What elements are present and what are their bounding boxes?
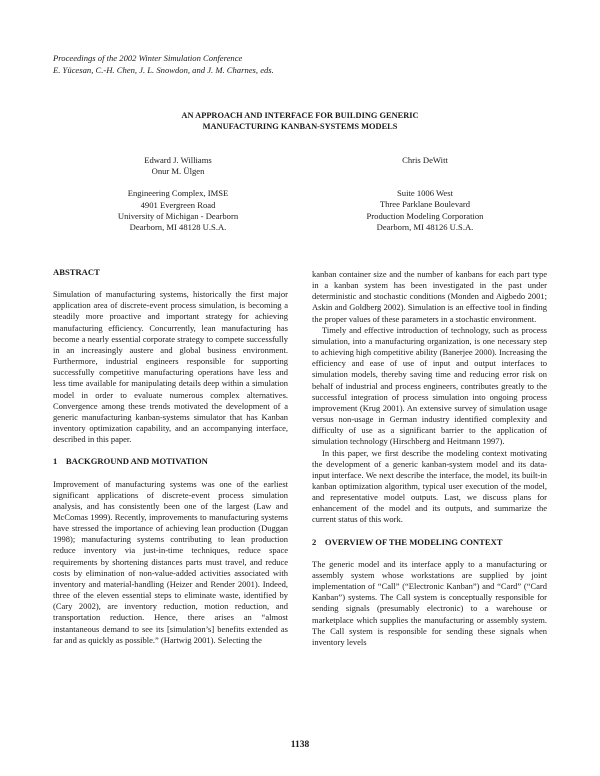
author-name: Onur M. Ülgen <box>151 166 205 177</box>
section-2-paragraph: The generic model and its interface apply to a manufacturing or assembly system whose workstations are supplied by joint implementation of “Call” (“Electronic Kanban”) and “Card” (“Card Kanban”) systems. The Call system is conceptually responsible for sending signals (presumably electronic) to a warehouse or marketplace which supplies the manufacturing or assembly system. The Call system is responsible for sending these signals when inventory levels <box>312 558 547 647</box>
author-affiliation: Suite 1006 West <box>397 188 453 199</box>
paper-title <box>60 110 540 132</box>
proceedings-header <box>53 52 274 76</box>
author-affiliation: Dearborn, MI 48126 U.S.A. <box>376 221 474 232</box>
section-1-paragraph: In this paper, we first describe the modeling context motivating the development of a generic kanban-system model and its data-input interface. We next describe the interface, the model, its built-in kanban optimization algorithm, typical user execution of the model, and representative model outputs. Last, we discuss plans for enhancement of the model and its outputs, and summarize the current status of this work. <box>312 447 547 525</box>
author-block-1 <box>68 155 288 233</box>
section-1-paragraph-continued: kanban container size and the number of kanbans for each part type in a kanban system has been investigated in the past under deterministic and stochastic conditions (Monden and Aigbedo 2001; Askin and Goldberg 2002). Simulation is an effective tool in finding the proper values of these parameters in a stochastic environment. <box>312 269 547 324</box>
author-affiliation: Production Modeling Corporation <box>366 210 484 221</box>
author-affiliation: Engineering Complex, IMSE <box>127 188 229 199</box>
page-number: 1138 <box>290 740 310 750</box>
section-1-heading: 1 BACKGROUND AND MOTIVATION <box>53 456 208 467</box>
author-name: Edward J. Williams <box>144 155 212 165</box>
author-affiliation: Three Parklane Boulevard <box>379 199 471 210</box>
section-2-heading: 2 OVERVIEW OF THE MODELING CONTEXT <box>312 536 503 547</box>
proceedings-line-1: Proceedings of the 2002 Winter Simulation Conference <box>53 53 243 63</box>
left-column <box>53 267 288 646</box>
abstract-text: Simulation of manufacturing systems, historically the first major application area of discrete-event process simulation, is becoming a steadily more proactive and important strategy for achieving manufacturing efficiency. Concurrently, lean manufacturing has become a nearly essential corporate strategy to compete successfully in an increasingly austere and global business environment. Furthermore, industrial engineers responsible for supporting successfully competitive manufacturing operations have less and less time available for manipulating details deep within a simulation model in order to evaluate numerous complex alternatives. Convergence among these trends motivated the development of a generic manufacturing kanban-systems simulator that has Kanban inventory optimization capability, and an accompanying interface, described in this paper. <box>53 289 288 445</box>
author-affiliation: University of Michigan - Dearborn <box>117 210 239 221</box>
right-column <box>312 269 547 648</box>
author-affiliation: Dearborn, MI 48128 U.S.A. <box>129 222 227 233</box>
proceedings-editors: E. Yücesan, C.-H. Chen, J. L. Snowdon, and J. M. Charnes, eds. <box>53 65 274 75</box>
paper-title-line-1: AN APPROACH AND INTERFACE FOR BUILDING GENERIC <box>181 111 419 120</box>
section-1-paragraph: Improvement of manufacturing systems was one of the earliest significant applications of discrete-event process simulation analysis, and has consistently been one of the largest (Law and McComas 1999). Recently, improvements to manufacturing systems have stressed the importance of achieving lean production (Duggan 1998); manufacturing systems contributing to lean production reduce inventory via just-in-time techniques, reduce space requirements by shortening distances parts must travel, and reduce costs by elimination of non-value-added activities associated with inventory and material-handling (Heizer and Render 2001). Indeed, three of the eleven essential steps to eliminate waste, identified by (Cary 2002), are inventory reduction, motion reduction, and transportation reduction. Hence, there arises an “almost instantaneous demand to see its [simulation’s] benefits extended as far and as quickly as possible.” (Hartwig 2001). Selecting the <box>53 478 288 645</box>
author-block-2 <box>315 155 535 233</box>
paper-title-line-2: MANUFACTURING KANBAN-SYSTEMS MODELS <box>202 122 398 131</box>
author-affiliation: 4901 Evergreen Road <box>140 199 216 210</box>
abstract-heading: ABSTRACT <box>53 267 100 277</box>
section-1-paragraph: Timely and effective introduction of technology, such as process simulation, into a manufacturing organization, is one necessary step to achieving high competitive ability (Banerjee 2000). Increasing the efficiency and ease of use of input and output interfaces to simulation models, thereby saving time and reducing error risk on behalf of industrial and process engineers, contributes greatly to the successful integration of process simulation into ongoing process improvement (Krug 2001). An extensive survey of simulation usage versus non-usage in German industry identified complexity and difficulty of use as a significant barrier to the application of simulation technology (Hirschberg and Heitmann 1997). <box>312 324 547 447</box>
author-name: Chris DeWitt <box>402 155 448 165</box>
